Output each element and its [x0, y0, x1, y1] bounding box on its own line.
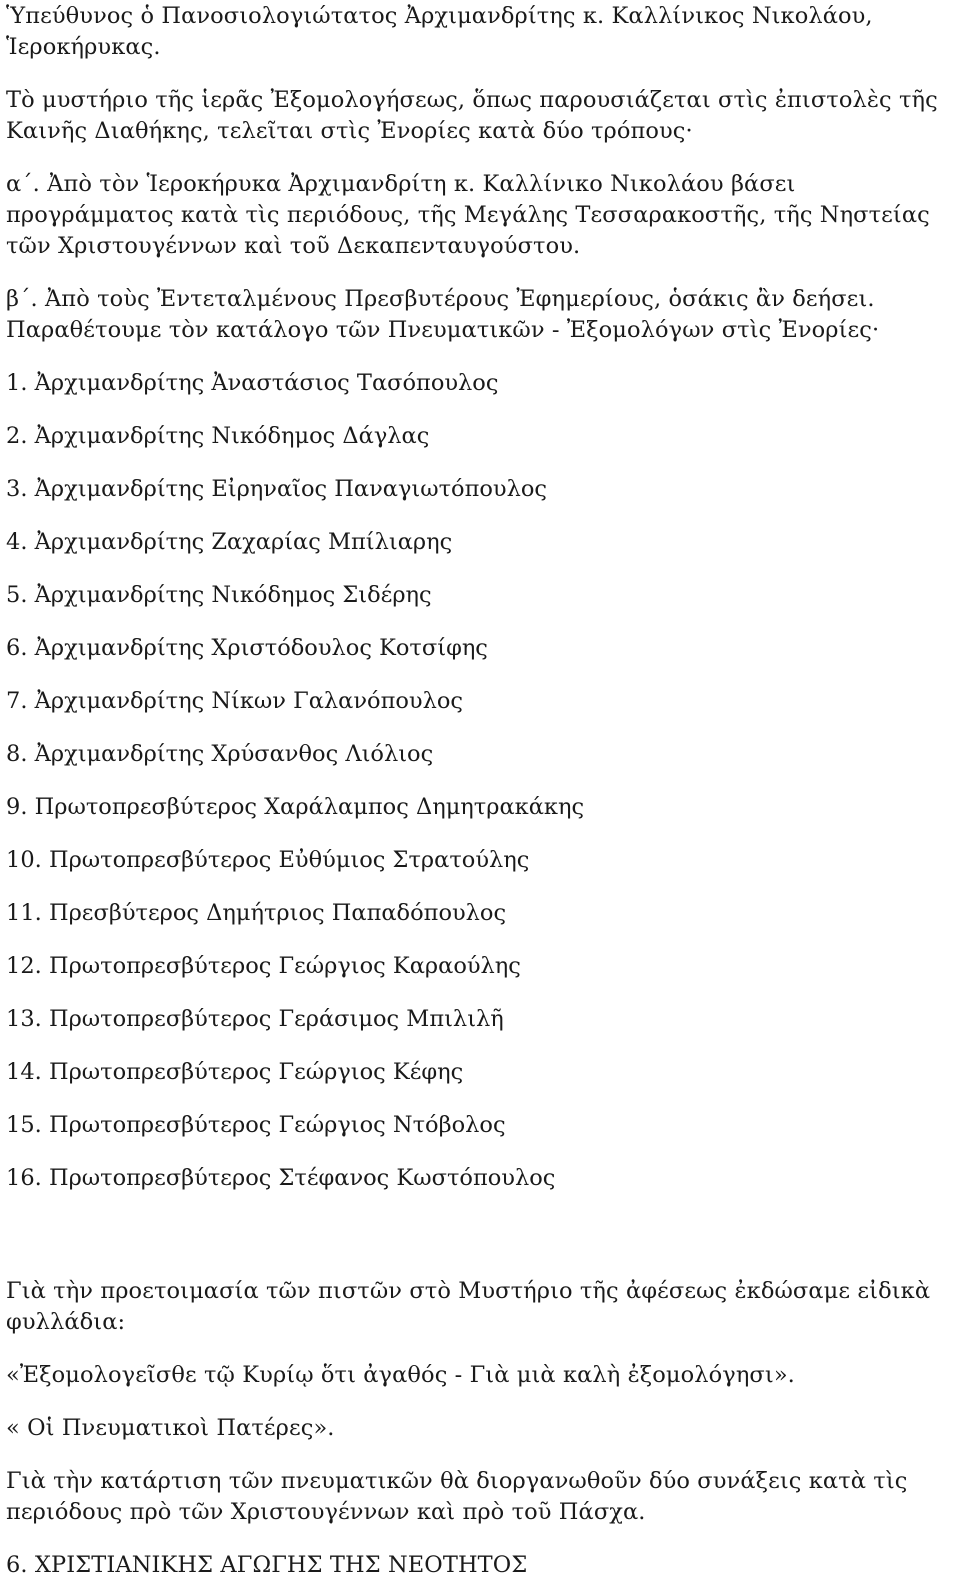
list-item-number: 16. [6, 1165, 42, 1191]
list-item [6, 845, 956, 898]
list-item [6, 792, 956, 845]
list-item [6, 1004, 956, 1057]
list-item-name: Ἀρχιμανδρίτης Ἀναστάσιος Τασόπουλος [34, 370, 499, 396]
list-item-name: Πρωτοπρεσβύτερος Εὐθύμιος Στρατούλης [48, 847, 530, 873]
list-item [6, 633, 956, 686]
list-item-name: Ἀρχιμανδρίτης Νίκων Γαλανόπουλος [34, 688, 463, 714]
list-item-name: Ἀρχιμανδρίτης Εἰρηναῖος Παναγιωτόπουλος [34, 476, 547, 502]
mystery-line-2: Καινῆς Διαθήκης, τελεῖται στὶς Ἐνορίες κατὰ δύο τρόπους· [6, 118, 693, 144]
list-item-number: 12. [6, 953, 42, 979]
list-item-name: Πρωτοπρεσβύτερος Γεώργιος Καραούλης [48, 953, 521, 979]
list-item [6, 898, 956, 951]
list-item-number: 8. [6, 741, 28, 767]
list-item-name: Πρωτοπρεσβύτερος Γεράσιμος Μπιλιλῆ [48, 1006, 504, 1032]
list-item-name: Ἀρχιμανδρίτης Χριστόδουλος Κοτσίφης [34, 635, 488, 661]
document-page [6, 0, 956, 1581]
intro-line-1: Ὑπεύθυνος ὁ Πανοσιολογιώτατος Ἀρχιμανδρίτης κ. Καλλίνικος Νικολάου, [6, 3, 873, 29]
confessors-list [6, 368, 956, 1216]
list-item [6, 421, 956, 474]
way-a-line-3: τῶν Χριστουγέννων καὶ τοῦ Δεκαπενταυγούστου. [6, 233, 581, 259]
list-item-number: 1. [6, 370, 28, 396]
leaflet-title-1: «Ἐξομολογεῖσθε τῷ Κυρίῳ ὅτι ἀγαθός - Γιὰ μιὰ καλὴ ἐξομολόγησι». [6, 1362, 795, 1388]
list-item [6, 1057, 956, 1110]
leaflet-title-2: « Οἱ Πνευματικοὶ Πατέρες». [6, 1415, 335, 1441]
list-item-number: 3. [6, 476, 28, 502]
list-item-number: 9. [6, 794, 28, 820]
list-item [6, 580, 956, 633]
list-item-name: Ἀρχιμανδρίτης Νικόδημος Δάγλας [34, 423, 430, 449]
list-item-name: Πρωτοπρεσβύτερος Γεώργιος Κέφης [48, 1059, 464, 1085]
list-item [6, 951, 956, 1004]
list-item-number: 7. [6, 688, 28, 714]
list-item [6, 1110, 956, 1163]
list-item-name: Πρωτοπρεσβύτερος Στέφανος Κωστόπουλος [48, 1165, 556, 1191]
list-item [6, 686, 956, 739]
list-item-number: 10. [6, 847, 42, 873]
way-b-line-2: Παραθέτουμε τὸν κατάλογο τῶν Πνευματικῶν - Ἐξομολόγων στὶς Ἐνορίες· [6, 317, 880, 343]
list-item-number: 6. [6, 635, 28, 661]
list-item-number: 2. [6, 423, 28, 449]
list-item [6, 474, 956, 527]
preparation-line-2: φυλλάδια: [6, 1309, 126, 1335]
mystery-line-1: Τὸ μυστήριο τῆς ἱερᾶς Ἐξομολογήσεως, ὅπως παρουσιάζεται στὶς ἐπιστολὲς τῆς [6, 87, 938, 113]
list-item-number: 11. [6, 900, 42, 926]
list-item-number: 14. [6, 1059, 42, 1085]
list-item-name: Πρωτοπρεσβύτερος Χαράλαμπος Δημητρακάκης [34, 794, 585, 820]
list-item [6, 527, 956, 580]
list-item-number: 13. [6, 1006, 42, 1032]
way-a-line-1: α΄. Ἀπὸ τὸν Ἱεροκήρυκα Ἀρχιμανδρίτη κ. Καλλίνικο Νικολάου βάσει [6, 171, 796, 197]
meetings-line-2: περιόδους πρὸ τῶν Χριστουγέννων καὶ πρὸ τοῦ Πάσχα. [6, 1499, 646, 1525]
list-item-name: Πρωτοπρεσβύτερος Γεώργιος Ντόβολος [48, 1112, 506, 1138]
list-item-name: Ἀρχιμανδρίτης Ζαχαρίας Μπίλιαρης [34, 529, 453, 555]
list-item [6, 1163, 956, 1216]
list-item-number: 15. [6, 1112, 42, 1138]
list-item-number: 5. [6, 582, 28, 608]
preparation-line-1: Γιὰ τὴν προετοιμασία τῶν πιστῶν στὸ Μυστήριο τῆς ἀφέσεως ἐκδώσαμε εἰδικὰ [6, 1278, 931, 1304]
list-item [6, 368, 956, 421]
meetings-line-1: Γιὰ τὴν κατάρτιση τῶν πνευματικῶν θὰ διοργανωθοῦν δύο συνάξεις κατὰ τὶς [6, 1468, 908, 1494]
intro-line-2: Ἱεροκήρυκας. [6, 34, 161, 60]
list-item [6, 739, 956, 792]
list-item-name: Ἀρχιμανδρίτης Νικόδημος Σιδέρης [34, 582, 432, 608]
list-item-name: Πρεσβύτερος Δημήτριος Παπαδόπουλος [48, 900, 507, 926]
way-a-line-2: προγράμματος κατὰ τὶς περιόδους, τῆς Μεγάλης Τεσσαρακοστῆς, τῆς Νηστείας [6, 202, 930, 228]
list-item-number: 4. [6, 529, 28, 555]
section-heading: 6. ΧΡΙΣΤΙΑΝΙΚΗΣ ΑΓΩΓΗΣ ΤΗΣ ΝΕΟΤΗΤΟΣ [6, 1552, 528, 1578]
list-item-name: Ἀρχιμανδρίτης Χρύσανθος Λιόλιος [34, 741, 434, 767]
way-b-line-1: β΄. Ἀπὸ τοὺς Ἐντεταλμένους Πρεσβυτέρους Ἐφημερίους, ὁσάκις ἂν δεήσει. [6, 286, 875, 312]
